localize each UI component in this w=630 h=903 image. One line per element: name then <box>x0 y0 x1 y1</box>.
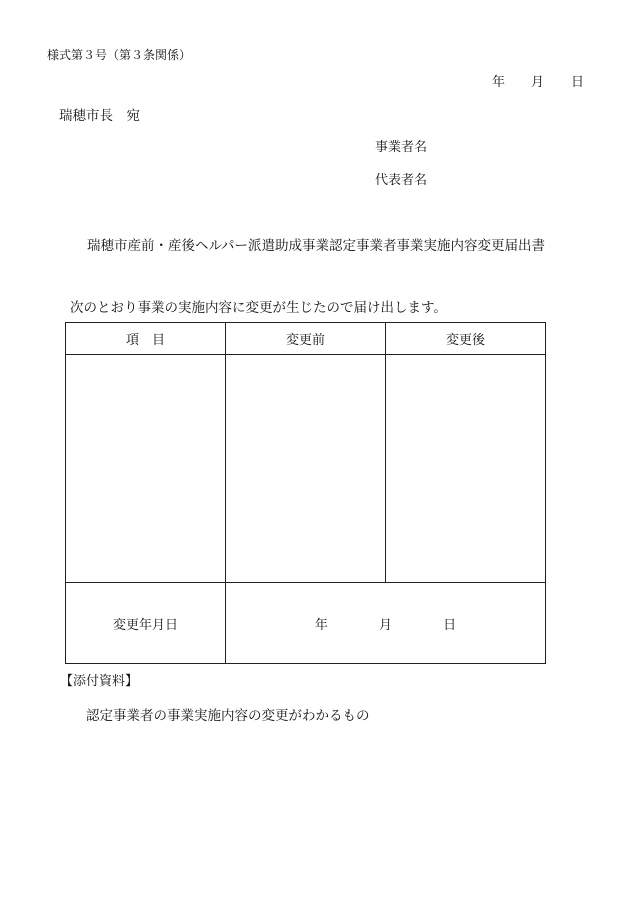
item-cell[interactable] <box>66 355 226 583</box>
submission-date-year: 年 <box>492 75 506 90</box>
intro-text: 次のとおり事業の実施内容に変更が生じたので届け出します。 <box>70 300 447 316</box>
business-name-label: 事業者名 <box>375 140 428 155</box>
submission-date-day: 日 <box>571 75 585 90</box>
submission-date-month: 月 <box>531 75 545 90</box>
table-content-row <box>66 355 546 583</box>
change-date-day: 日 <box>443 617 457 633</box>
header-after-change: 変更後 <box>386 323 546 355</box>
attachment-item: 認定事業者の事業実施内容の変更がわかるもの <box>86 708 370 724</box>
representative-name-label: 代表者名 <box>375 173 428 188</box>
after-change-cell[interactable] <box>386 355 546 583</box>
form-number: 様式第３号（第３条関係） <box>47 48 192 62</box>
change-table <box>65 322 546 664</box>
header-item: 項 目 <box>66 323 226 355</box>
change-date-year: 年 <box>314 617 328 633</box>
change-date-month: 月 <box>378 617 392 633</box>
change-date-row <box>66 583 546 664</box>
table-header-row <box>66 323 546 355</box>
change-date-label: 変更年月日 <box>66 583 226 664</box>
change-date-value[interactable] <box>226 583 546 664</box>
addressee: 瑞穂市長 宛 <box>59 108 140 124</box>
attachments-heading: 【添付資料】 <box>60 674 139 689</box>
document-title: 瑞穂市産前・産後ヘルパー派遣助成事業認定事業者事業実施内容変更届出書 <box>87 238 546 254</box>
header-before-change: 変更前 <box>226 323 386 355</box>
before-change-cell[interactable] <box>226 355 386 583</box>
